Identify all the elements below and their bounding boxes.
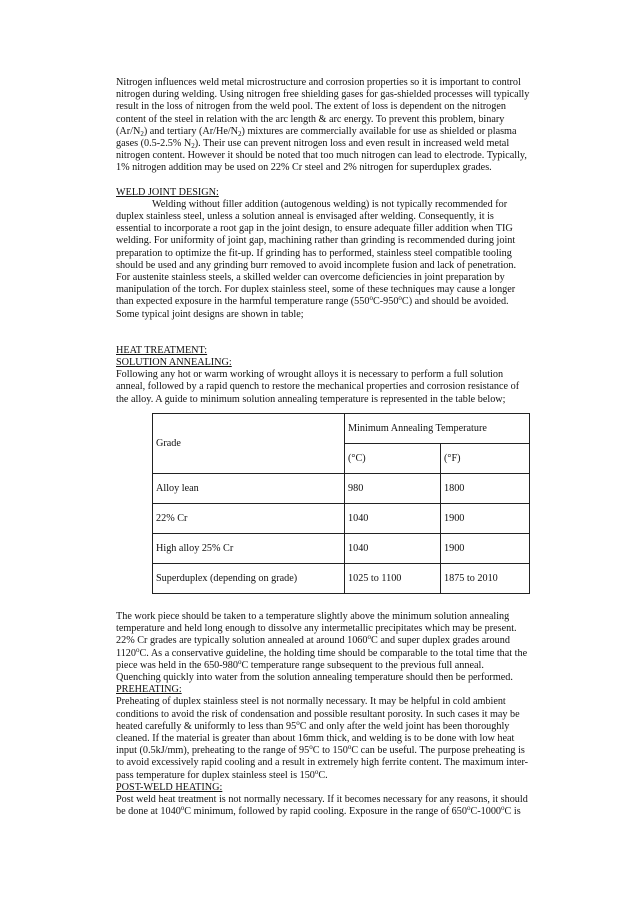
superscript: o [369,294,373,303]
superscript: o [367,633,371,642]
text-run: C. [318,769,328,781]
superscript: o [501,804,505,813]
heat-treatment-heading: HEAT TREATMENT: [116,344,208,356]
document-body [116,77,531,406]
subscript: 2 [140,129,144,138]
table-row [153,534,530,564]
superscript: o [398,294,402,303]
celsius-cell: 1040 [345,534,441,564]
weld-joint-heading: WELD JOINT DESIGN: [116,186,219,198]
text-run: C) and should be avoided. Some typical joint designs are shown in table; [116,296,509,320]
superscript: o [296,718,300,727]
text-run: C is [504,806,521,818]
preheating-paragraph [116,696,531,781]
text-run: The work piece should be taken to a temperature slightly above the minimum solution annealing temperature and held long enough to dissolve any intermetallic precipitates which may be present. 22% Cr grades are typically solution annealed at around 1060 [116,611,517,647]
grade-cell: High alloy 25% Cr [153,534,345,564]
superscript: o [136,645,140,654]
table-header-row [153,414,530,444]
solution-annealing-heading: SOLUTION ANNEALING: [116,357,232,369]
text-run: Preheating of duplex stainless steel is not normally necessary. It may be helpful in cold ambient conditions to avoid the risk of condensation and possible resultant porosity. In such cases it may be heated carefully & uniformly to less than 95 [116,696,520,732]
post-weld-heating-paragraph [116,794,531,818]
superscript: o [309,743,313,752]
grade-cell: 22% Cr [153,504,345,534]
celsius-cell: 1025 to 1100 [345,564,441,594]
text-run: C and super duplex grades around 1120 [116,635,510,659]
document-body-lower [116,611,531,818]
superscript: o [314,767,319,776]
annealing-temperature-table [152,413,530,594]
text-run: Nitrogen influences weld metal microstructure and corrosion properties so it is important to control nitrogen during welding. Using nitrogen free shielding gases for gas-shielded processes will typically result in the loss of nitrogen from the weld pool. The extent of loss is dependent on the nitrogen content of the steel in relation with the arc length & arc energy. To prevent this problem, binary (Ar/N [116,77,530,137]
solution-annealing-paragraph: Following any hot or warm working of wrought alloys it is necessary to perform a full solution anneal, followed by a rapid quench to restore the mechanical properties and corrosion resistance of the alloy. A guide to minimum solution annealing temperature is represented in the table below; [116,369,520,405]
subscript: 2 [191,142,195,151]
subscript: 2 [238,129,242,138]
weld-joint-paragraph [116,199,531,321]
text-run: Post weld heat treatment is not normally necessary. If it becomes necessary for any reasons, it should be done at 1040 [116,794,528,818]
superscript: o [237,657,242,666]
text-run: C to 150 [312,745,348,757]
preheating-heading: PREHEATING: [116,684,182,696]
unit-celsius: (°C) [345,444,441,474]
unit-fahrenheit: (°F) [441,444,530,474]
temperature-header: Minimum Annealing Temperature [345,414,530,444]
text-run: C minimum, followed by rapid cooling. Exposure in the range of 650 [184,806,467,818]
text-run: ) mixtures are commercially available for use as shielded or plasma gases (0.5-2.5% N [116,125,517,150]
table-row [153,504,530,534]
fahrenheit-cell: 1900 [441,534,530,564]
table-row [153,564,530,594]
grade-cell: Alloy lean [153,474,345,504]
text-run: C. As a conservative guideline, the holding time should be comparable to the total time that the piece was held in the 650-980 [116,647,528,671]
text-run: C-950 [372,296,399,308]
nitrogen-paragraph [116,77,531,175]
text-run: Welding without filler addition (autogenous welding) is not typically recommended for duplex stainless steel, unless a solution anneal is envisaged after welding. Consequently, it is essential to incorporate a root gap in the joint design, to ensure adequate filler addition when TIG welding. For uniformity of joint gap, machining rather than grinding is recommended during joint preparation to optimize the fit-up. If grinding has to performed, stainless steel compatible tooling should be used and any grinding burr removed to avoid incomplete fusion and lack of penetration. For austenite stainless steels, a skilled welder can overcome deficiencies in joint preparation by manipulation of the torch. For duplex stainless steel, some of these techniques may cause a longer than expected exposure in the harmful temperature range (550 [116,198,517,308]
table-row [153,474,530,504]
grade-header: Grade [153,414,345,474]
text-run: C can be useful. The purpose preheating is to avoid excessively rapid cooling and a result in extremely high ferrite content. The maximum inter-pass temperature for duplex stainless steel is 150 [116,745,529,781]
fahrenheit-cell: 1900 [441,504,530,534]
superscript: o [347,743,352,752]
celsius-cell: 1040 [345,504,441,534]
fahrenheit-cell: 1875 to 2010 [441,564,530,594]
after-table-paragraph [116,611,531,684]
text-run: C and only after the weld joint has been thoroughly cleaned. If the material is greater than about 16mm thick, and welding is to be done with low heat input (0.5kJ/mm), preheating to the range of 95 [116,720,515,757]
text-run: ). Their use can prevent nitrogen loss and even result in increased weld metal nitrogen content. However it should be noted that too much nitrogen can lead to electrode. Typically, 1% nitrogen addition may be used on 22% Cr steel and 2% nitrogen for superduplex grades. [116,138,527,174]
post-weld-heating-heading: POST-WELD HEATING: [116,781,223,793]
superscript: o [180,804,185,813]
celsius-cell: 980 [345,474,441,504]
fahrenheit-cell: 1800 [441,474,530,504]
text-run: ) and tertiary (Ar/He/N [143,125,239,137]
superscript: o [466,804,471,813]
grade-cell: Superduplex (depending on grade) [153,564,345,594]
text-run: C-1000 [470,806,502,818]
text-run: C temperature range subsequent to the previous full anneal. Quenching quickly into water from the solution annealing temperature should then be performed. [116,659,513,684]
